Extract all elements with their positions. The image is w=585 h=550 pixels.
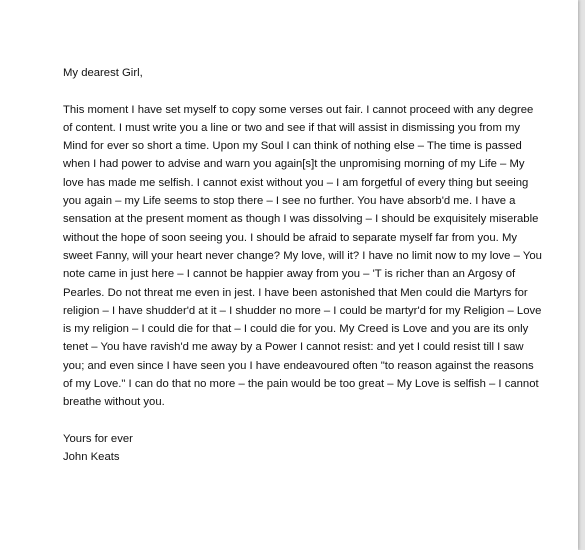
- paragraph-gap: [63, 412, 543, 430]
- body-line: without the hope of soon seeing you. I should be afraid to separate myself far from you. My: [63, 231, 518, 244]
- body-line: sweet Fanny, will your heart never change? My love, will it? I have no limit now to my love – You: [63, 249, 542, 262]
- letter-salutation: My dearest Girl,: [63, 67, 143, 79]
- body-line: you; and even since I have seen you I have endeavoured often "to reason against the reasons: [63, 359, 534, 372]
- body-line: religion – I have shudder'd at it – I shudder no more – I could be martyr'd for my Religion – Love: [63, 304, 542, 317]
- body-line: note came in just here – I cannot be happier away from you – 'T is richer than an Argosy of: [63, 268, 516, 281]
- body-line: you again – my Life seems to stop there – I see no further. You have absorb'd me. I have a: [63, 195, 516, 208]
- body-line: when I had power to advise and warn you again[s]t the unpromising morning of my Life – My: [63, 158, 525, 171]
- body-line: Mind for ever so short a time. Upon my Soul I can think of nothing else – The time is passed: [63, 140, 522, 153]
- letter-signature: John Keats: [63, 451, 120, 464]
- letter-closing: Yours for ever: [63, 432, 133, 445]
- letter-body: [63, 101, 543, 412]
- body-line: love has made me selfish. I cannot exist without you – I am forgetful of every thing but seeing: [63, 176, 529, 189]
- body-line: Pearles. Do not threat me even in jest. I have been astonished that Men could die Martyrs for: [63, 286, 528, 299]
- body-line: This moment I have set myself to copy some verses out fair. I cannot proceed with any degree: [63, 103, 534, 116]
- body-line: sensation at the present moment as though I was dissolving – I should be exquisitely miserable: [63, 213, 539, 226]
- body-line: tenet – You have ravish'd me away by a Power I cannot resist: and yet I could resist till I saw: [63, 341, 524, 354]
- paragraph-gap: [63, 82, 543, 100]
- letter-text: [63, 64, 543, 467]
- body-line: of my Love." I can do that no more – the pain would be too great – My Love is selfish – I cannot: [63, 378, 539, 391]
- body-line: of content. I must write you a line or two and see if that will assist in dismissing you from my: [63, 121, 521, 134]
- body-line: is my religion – I could die for that – I could die for you. My Creed is Love and you are its only: [63, 323, 529, 336]
- body-line: breathe without you.: [63, 396, 165, 409]
